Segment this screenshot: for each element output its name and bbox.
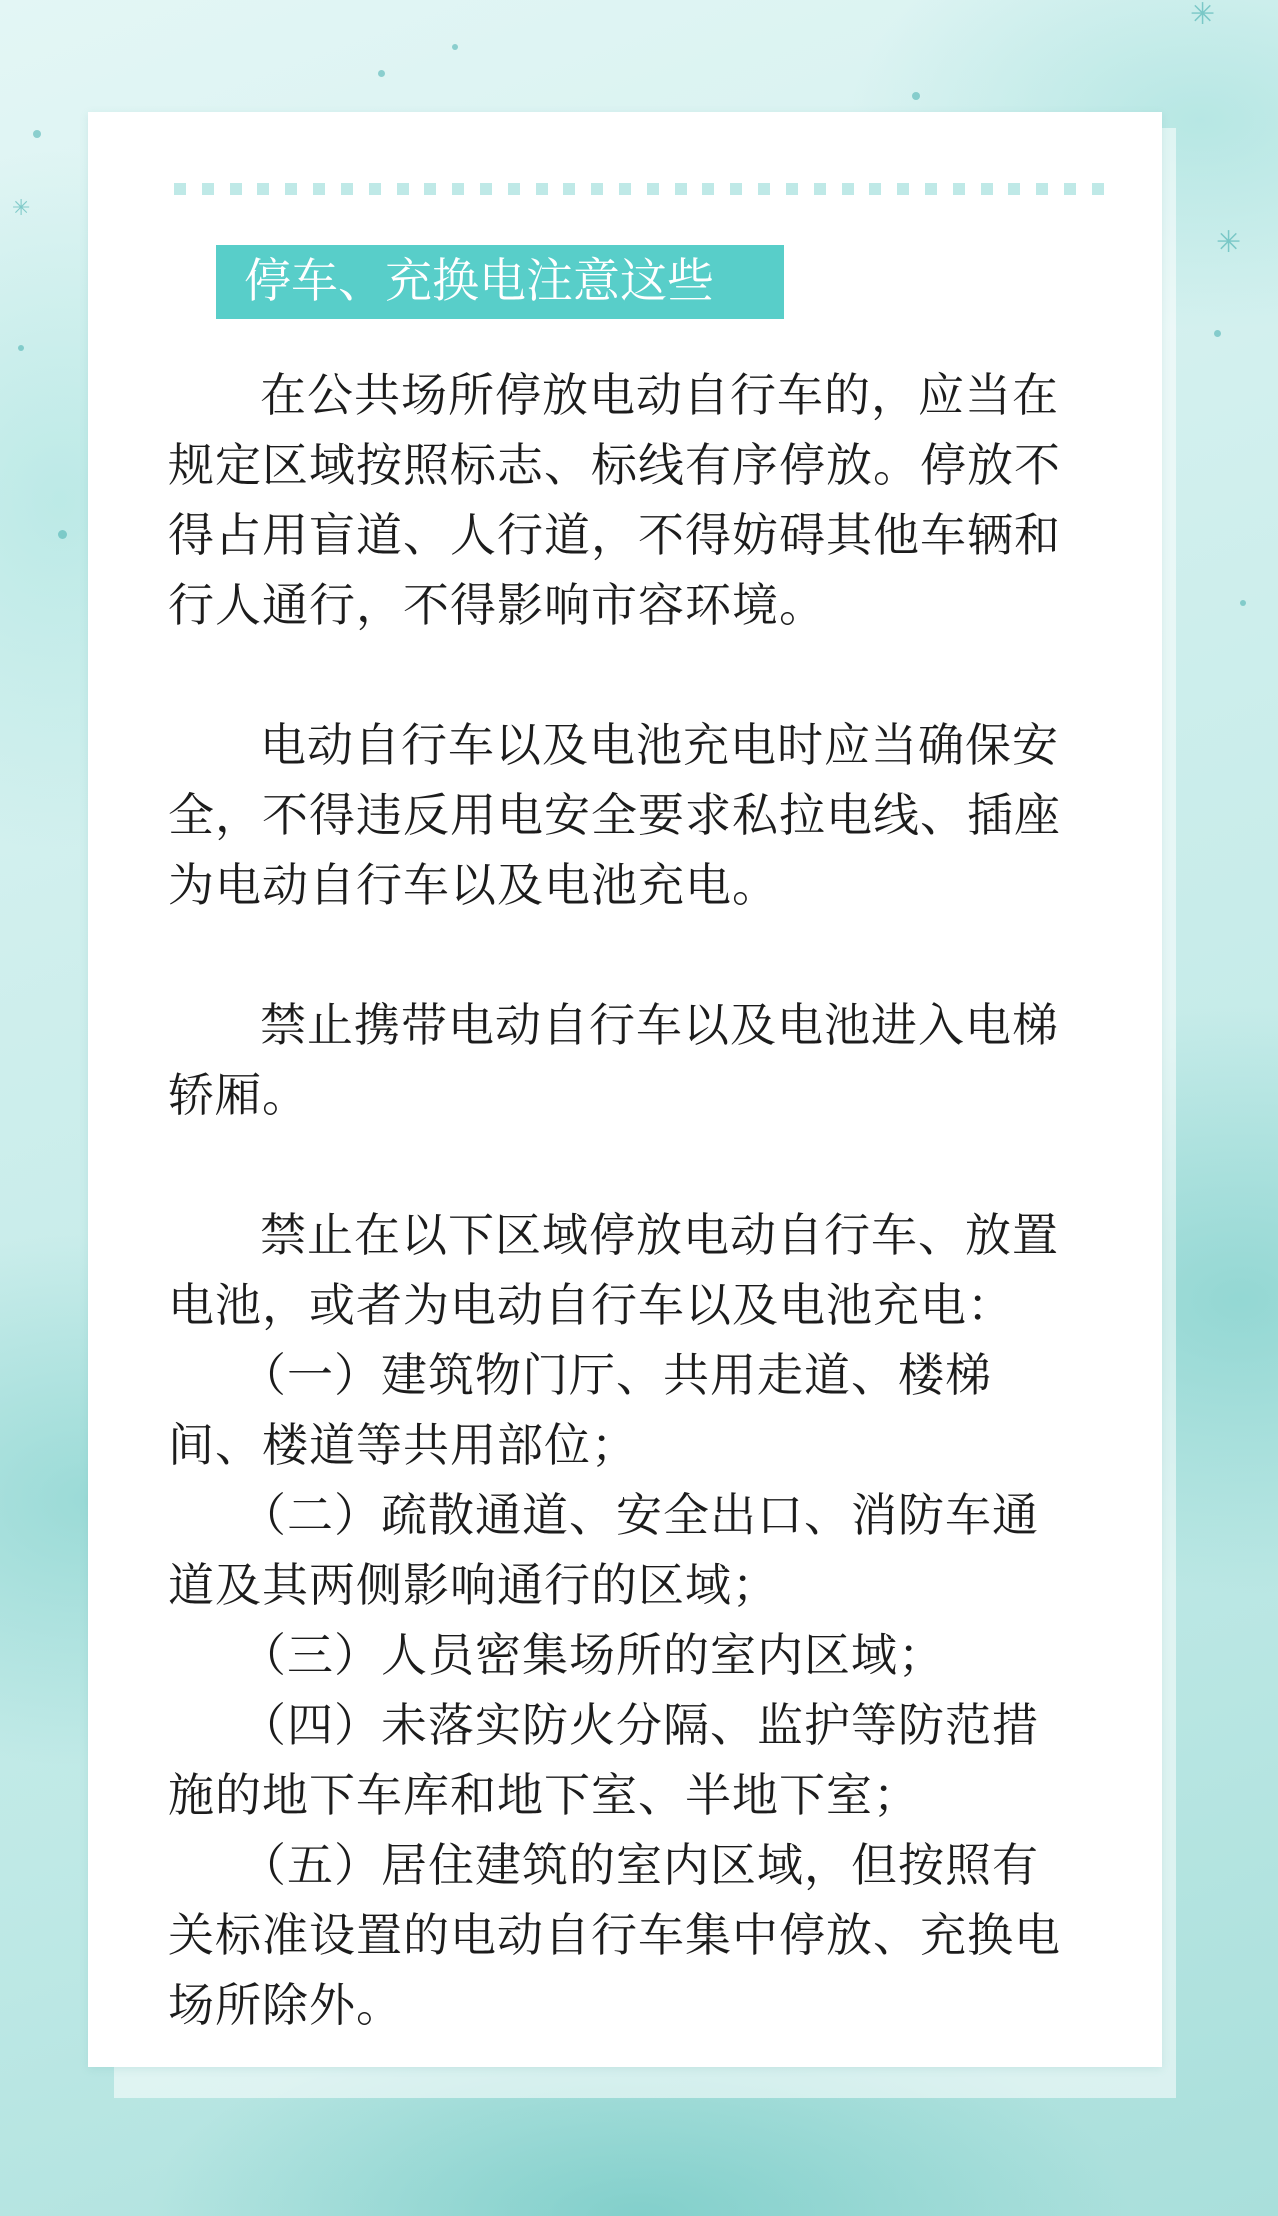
content-card	[88, 112, 1162, 2067]
list-item: （二）疏散通道、安全出口、消防车通道及其两侧影响通行的区域；	[168, 1488, 1039, 1612]
paragraph-prohibited-areas: 禁止在以下区域停放电动自行车、放置电池，或者为电动自行车以及电池充电：	[168, 1208, 1059, 1332]
title-banner	[216, 245, 784, 319]
article-body	[168, 360, 1068, 2040]
background-sparkle	[1214, 330, 1221, 337]
list-item: （一）建筑物门厅、共用走道、楼梯间、楼道等共用部位；	[168, 1348, 992, 1472]
background-sparkle	[912, 92, 920, 100]
background-sparkle	[452, 44, 458, 50]
background-sparkle	[1240, 600, 1246, 606]
background-sparkle	[58, 530, 67, 539]
page-title: 停车、充换电注意这些	[244, 254, 714, 309]
paragraph-charging-safety: 电动自行车以及电池充电时应当确保安全，不得违反用电安全要求私拉电线、插座为电动自行车以及电池充电。	[168, 718, 1061, 912]
background-sparkle	[18, 345, 24, 351]
background-sparkle	[33, 130, 41, 138]
background-sparkle	[378, 70, 385, 77]
list-item: （五）居住建筑的室内区域，但按照有关标准设置的电动自行车集中停放、充换电场所除外。	[168, 1838, 1061, 2032]
background-star-icon: ✳	[1190, 0, 1216, 32]
paragraph-elevator-ban: 禁止携带电动自行车以及电池进入电梯轿厢。	[168, 998, 1059, 1122]
paragraph-parking: 在公共场所停放电动自行车的，应当在规定区域按照标志、标线有序停放。停放不得占用盲道、人行道，不得妨碍其他车辆和行人通行，不得影响市容环境。	[168, 368, 1061, 632]
dotted-divider	[174, 183, 1104, 195]
list-item: （三）人员密集场所的室内区域；	[240, 1628, 945, 1682]
background-star-icon: ✳	[12, 196, 31, 221]
background-star-icon: ✳	[1216, 225, 1242, 260]
list-item: （四）未落实防火分隔、监护等防范措施的地下车库和地下室、半地下室；	[168, 1698, 1039, 1822]
